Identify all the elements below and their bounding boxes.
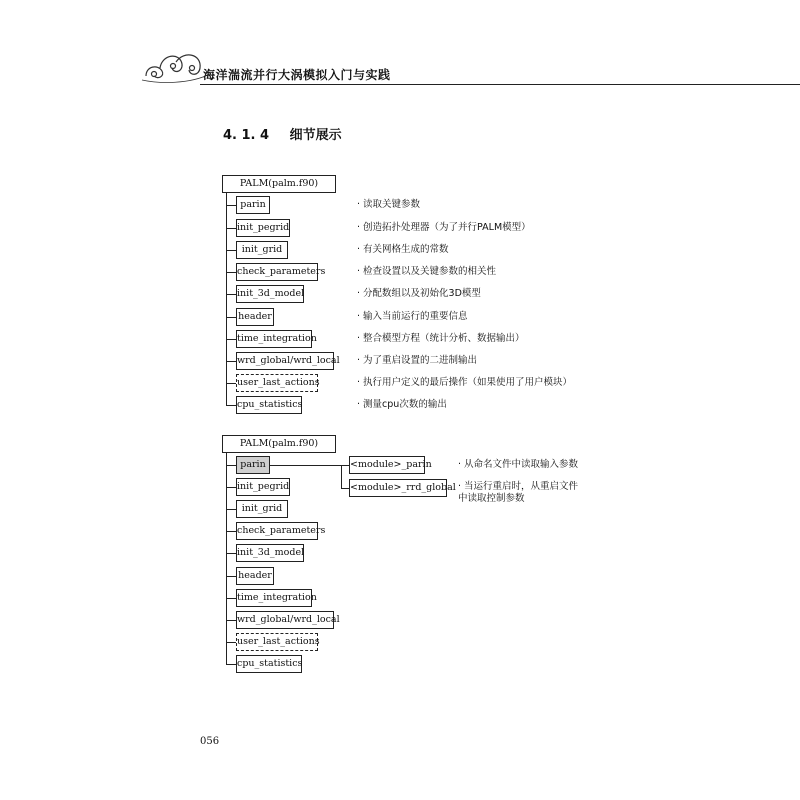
tree-branch: [226, 576, 236, 577]
subroutine-box: header: [236, 308, 274, 326]
subroutine-box: time_integration: [236, 589, 312, 607]
tree-branch: [226, 664, 236, 665]
subroutine-box: init_3d_model: [236, 285, 304, 303]
subtree-branch: [270, 465, 349, 466]
tree-branch: [226, 361, 236, 362]
subroutine-box: header: [236, 567, 274, 585]
subroutine-box: init_pegrid: [236, 478, 290, 496]
subroutine-description: · 分配数组以及初始化3D模型: [357, 288, 481, 299]
subroutine-description: · 为了重启设置的二进制输出: [357, 355, 478, 366]
tree-branch: [226, 642, 236, 643]
root-box: PALM(palm.f90): [222, 435, 336, 453]
tree-branch: [226, 531, 236, 532]
tree-branch: [226, 509, 236, 510]
header-rule: [200, 84, 800, 85]
tree-branch: [226, 205, 236, 206]
page-number: 056: [200, 736, 220, 747]
module-subroutine-box: <module>_rrd_global: [349, 479, 447, 497]
tree-branch: [226, 465, 236, 466]
tree-branch: [226, 620, 236, 621]
subtree-branch: [341, 488, 349, 489]
tree-branch: [226, 294, 236, 295]
highlighted-subroutine-box: parin: [236, 456, 270, 474]
subroutine-box: cpu_statistics: [236, 655, 302, 673]
module-subroutine-description: · 从命名文件中读取输入参数: [458, 459, 579, 470]
tree-branch: [226, 272, 236, 273]
subroutine-box: time_integration: [236, 330, 312, 348]
subroutine-description: · 整合模型方程（统计分析、数据输出）: [357, 333, 525, 344]
subroutine-description: · 测量cpu次数的输出: [357, 399, 447, 410]
subroutine-box: wrd_global/wrd_local: [236, 611, 334, 629]
subroutine-box: parin: [236, 196, 270, 214]
optional-subroutine-box: user_last_actions: [236, 633, 318, 651]
subtree-trunk: [341, 465, 342, 488]
subroutine-description: · 检查设置以及关键参数的相关性: [357, 266, 497, 277]
section-heading: [223, 124, 342, 143]
subroutine-description: · 执行用户定义的最后操作（如果使用了用户模块）: [357, 377, 573, 388]
module-subroutine-box: <module>_parin: [349, 456, 425, 474]
subroutine-box: init_grid: [236, 241, 288, 259]
optional-subroutine-box: user_last_actions: [236, 374, 318, 392]
section-title: 细节展示: [289, 128, 342, 143]
subroutine-box: init_3d_model: [236, 544, 304, 562]
root-box: PALM(palm.f90): [222, 175, 336, 193]
tree-branch: [226, 553, 236, 554]
tree-branch: [226, 405, 236, 406]
section-number: 4. 1. 4: [223, 128, 270, 143]
subroutine-description: · 创造拓扑处理器（为了并行PALM模型）: [357, 222, 531, 233]
module-subroutine-description: · 当运行重启时，从重启文件中读取控制参数: [458, 481, 579, 504]
subroutine-box: init_pegrid: [236, 219, 290, 237]
tree-branch: [226, 383, 236, 384]
running-title: 海洋湍流并行大涡模拟入门与实践: [203, 68, 391, 82]
tree-branch: [226, 339, 236, 340]
subroutine-description: · 读取关键参数: [357, 199, 421, 210]
subroutine-box: cpu_statistics: [236, 396, 302, 414]
subroutine-box: check_parameters: [236, 522, 318, 540]
cloud-ornament-icon: [140, 40, 212, 88]
tree-branch: [226, 598, 236, 599]
tree-branch: [226, 317, 236, 318]
subroutine-description: · 输入当前运行的重要信息: [357, 311, 468, 322]
tree-branch: [226, 250, 236, 251]
tree-trunk: [226, 453, 227, 664]
subroutine-box: check_parameters: [236, 263, 318, 281]
tree-branch: [226, 487, 236, 488]
subroutine-description: · 有关网格生成的常数: [357, 244, 449, 255]
subroutine-box: init_grid: [236, 500, 288, 518]
tree-trunk: [226, 193, 227, 405]
tree-branch: [226, 228, 236, 229]
subroutine-box: wrd_global/wrd_local: [236, 352, 334, 370]
